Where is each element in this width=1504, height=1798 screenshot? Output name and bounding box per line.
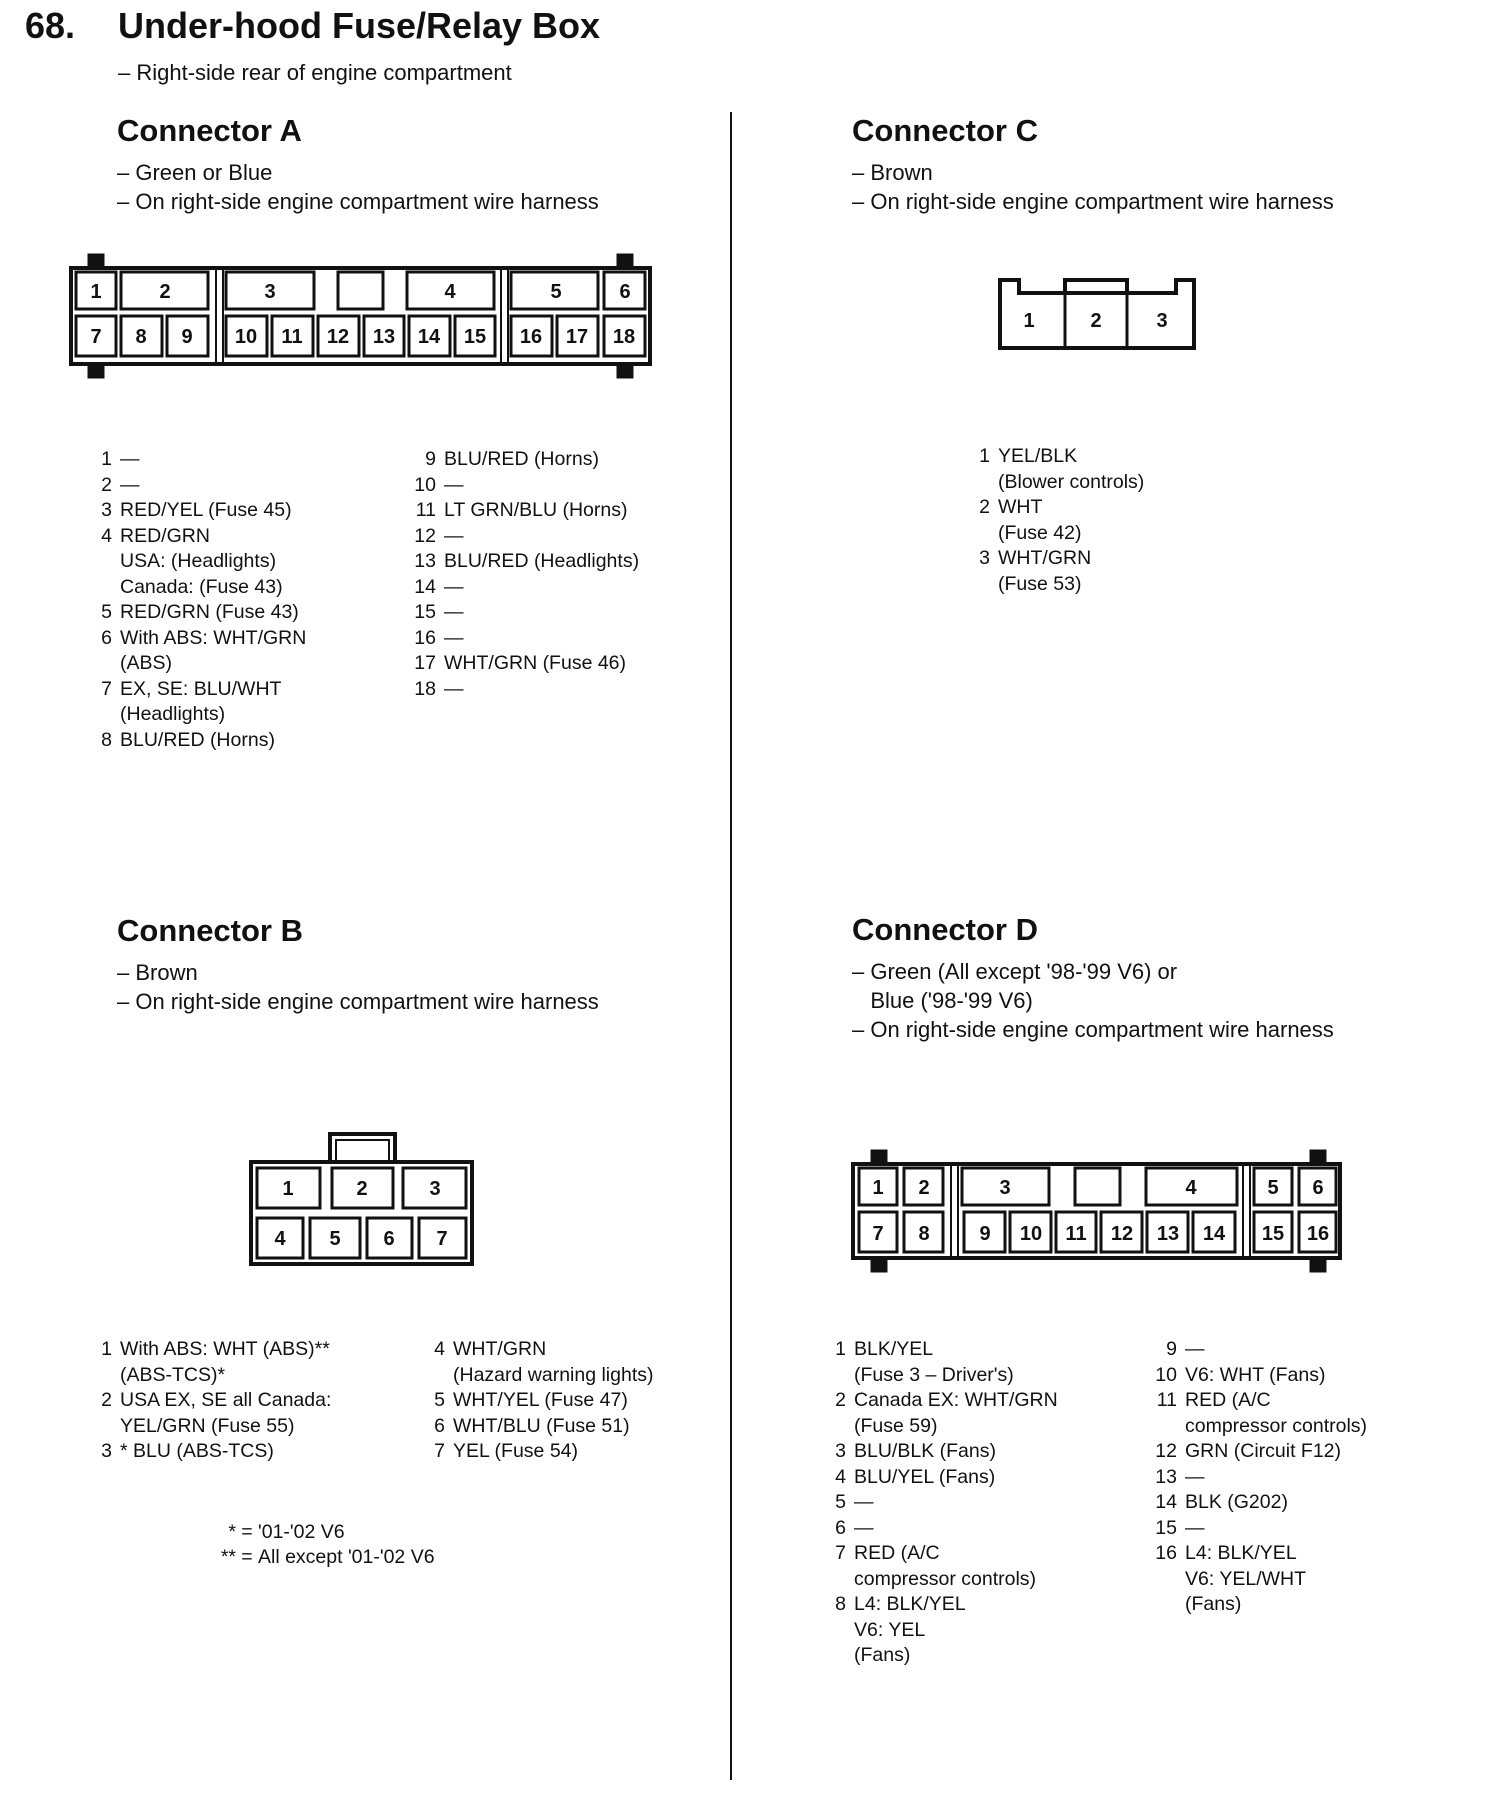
connector-a-cell-label: 14: [417, 326, 441, 348]
pin-description: BLU/RED (Horns): [120, 728, 275, 751]
connector-b-cell-label: 2: [356, 1178, 368, 1200]
pin-number: 12: [414, 524, 436, 547]
pin-description: V6: YEL/WHT: [1185, 1567, 1307, 1590]
pin-number: 11: [1156, 1389, 1177, 1411]
connector-d-cell-label: 13: [1156, 1223, 1180, 1245]
connector-a-cell-label: 16: [519, 326, 543, 348]
connector-a-cell-label: 12: [326, 326, 350, 348]
connector-a-cell-label: 1: [90, 281, 102, 303]
pin-description: V6: WHT (Fans): [1185, 1363, 1326, 1386]
connector-d-latch: [1311, 1258, 1325, 1271]
pin-description: USA EX, SE all Canada:: [120, 1389, 332, 1411]
pin-description: (Fuse 59): [854, 1414, 938, 1437]
pin-description: L4: BLK/YEL: [854, 1593, 966, 1615]
pin-description: EX, SE: BLU/WHT: [120, 677, 282, 700]
pin-description: —: [444, 473, 464, 496]
connector-c-cell-label: 1: [1023, 310, 1035, 332]
connector-b-key: [330, 1134, 395, 1162]
pin-description: —: [444, 677, 464, 700]
pin-description: With ABS: WHT (ABS)**: [120, 1338, 330, 1360]
pin-number: 12: [1155, 1440, 1177, 1462]
pin-description: USA: (Headlights): [120, 550, 277, 572]
pin-description: compressor controls): [1185, 1414, 1368, 1437]
pin-description: (ABS): [120, 652, 173, 674]
connector-d-cell-label: 5: [1267, 1177, 1279, 1199]
pin-description: GRN (Circuit F12): [1185, 1440, 1342, 1462]
pin-number: 7: [101, 677, 112, 700]
pin-number: 3: [979, 547, 990, 569]
pin-description: YEL/GRN (Fuse 55): [120, 1414, 295, 1437]
connector-d-desc-line: – Green (All except '98-'99 V6) or: [852, 959, 1178, 984]
connector-a-desc-line: – Green or Blue: [117, 160, 273, 185]
connector-a-cell-label: 9: [181, 326, 193, 348]
connector-b-cell-label: 6: [383, 1228, 395, 1250]
footnote-text: All except '01-'02 V6: [258, 1546, 435, 1568]
pin-description: With ABS: WHT/GRN: [120, 626, 307, 649]
connector-a-desc-line: – On right-side engine compartment wire harness: [117, 189, 599, 214]
pin-description: WHT/YEL (Fuse 47): [453, 1389, 628, 1411]
pin-description: WHT/GRN: [998, 547, 1092, 569]
connector-a-cell-label: 6: [619, 281, 631, 303]
pin-description: WHT/BLU (Fuse 51): [453, 1414, 630, 1437]
connector-d-latch: [872, 1258, 886, 1271]
pin-description: L4: BLK/YEL: [1185, 1542, 1297, 1564]
pin-description: —: [120, 473, 140, 496]
pin-description: —: [1185, 1516, 1205, 1539]
connector-d-cell-label: 11: [1065, 1223, 1087, 1245]
pin-description: —: [444, 601, 464, 623]
connector-d-cell-label: 7: [872, 1223, 884, 1245]
pin-description: (Fuse 53): [998, 572, 1082, 595]
pin-description: —: [854, 1491, 874, 1513]
connector-a-cell-label: 8: [135, 326, 147, 348]
pin-number: 18: [414, 677, 436, 700]
connector-a-cell-label: 2: [159, 281, 171, 303]
pin-description: WHT: [998, 496, 1043, 518]
connector-a-cell-label: 5: [550, 281, 562, 303]
connector-d-cell-label: 16: [1306, 1223, 1330, 1245]
pin-number: 5: [101, 601, 112, 623]
pin-number: 7: [835, 1542, 846, 1564]
pin-description: RED/GRN (Fuse 43): [120, 601, 299, 623]
pin-number: 11: [415, 499, 436, 521]
pin-number: 1: [101, 448, 112, 470]
connector-d-cell: [1075, 1168, 1120, 1205]
connector-a-cell-label: 11: [281, 326, 303, 348]
connector-a-cell-label: 18: [612, 326, 636, 348]
footnote-equals: =: [241, 1546, 253, 1568]
pin-number: 5: [835, 1491, 846, 1513]
connector-a-latch: [618, 364, 632, 377]
section-number: 68.: [25, 5, 76, 46]
connector-c-desc-line: – On right-side engine compartment wire harness: [852, 189, 1334, 214]
pin-number: 17: [414, 652, 436, 674]
pin-description: RED/GRN: [120, 524, 210, 547]
pin-description: BLU/RED (Headlights): [444, 550, 640, 572]
pin-number: 2: [835, 1389, 846, 1411]
connector-d-diagram: [853, 1151, 1340, 1271]
pin-number: 4: [101, 524, 112, 547]
pin-description: (Fuse 3 – Driver's): [854, 1363, 1014, 1386]
pin-description: —: [1185, 1465, 1205, 1488]
connector-d-cell-label: 12: [1110, 1223, 1134, 1245]
pin-number: 13: [1155, 1465, 1177, 1488]
pin-description: (Headlights): [120, 703, 226, 725]
pin-number: 16: [414, 626, 436, 649]
connector-a-cell-label: 7: [90, 326, 102, 348]
pin-description: RED/YEL (Fuse 45): [120, 499, 292, 521]
pin-description: (Fans): [854, 1644, 911, 1666]
connector-d-desc-line: – On right-side engine compartment wire harness: [852, 1017, 1334, 1042]
pin-number: 3: [835, 1440, 846, 1462]
pin-number: 3: [101, 1440, 112, 1462]
pin-number: 14: [414, 575, 436, 598]
connector-a-latch: [89, 255, 103, 268]
pin-number: 8: [101, 728, 112, 751]
connector-a-cell-label: 13: [372, 326, 396, 348]
connector-b-desc-line: – Brown: [117, 960, 198, 985]
connector-d-cell-label: 9: [979, 1223, 991, 1245]
pin-number: 13: [414, 550, 436, 572]
connector-d-cell-label: 4: [1185, 1177, 1197, 1199]
connector-d-cell-label: 3: [999, 1177, 1011, 1199]
connector-d-cell-label: 6: [1312, 1177, 1324, 1199]
pin-description: (Blower controls): [998, 470, 1145, 493]
pin-number: 2: [979, 496, 990, 518]
connector-a-title: Connector A: [117, 113, 302, 148]
connector-d-cell-label: 1: [872, 1177, 884, 1199]
pin-description: —: [444, 626, 464, 649]
pin-number: 15: [1155, 1516, 1177, 1539]
connector-d-cell-label: 10: [1019, 1223, 1043, 1245]
connector-d-latch: [1311, 1151, 1325, 1164]
connector-d-title: Connector D: [852, 912, 1038, 947]
page-title: Under-hood Fuse/Relay Box: [118, 5, 601, 46]
pin-description: —: [1185, 1338, 1205, 1360]
connector-b-cell-label: 5: [329, 1228, 341, 1250]
pin-description: (Hazard warning lights): [453, 1363, 654, 1386]
pin-number: 8: [835, 1593, 846, 1615]
pin-number: 3: [101, 499, 112, 521]
connector-d-desc-line: Blue ('98-'99 V6): [852, 988, 1033, 1013]
connector-a-diagram: [71, 255, 650, 377]
pin-description: (Fuse 42): [998, 521, 1082, 544]
connector-b-title: Connector B: [117, 913, 303, 948]
pin-description: Canada: (Fuse 43): [120, 575, 283, 598]
pin-number: 10: [414, 473, 436, 496]
footnote-mark: **: [220, 1546, 236, 1568]
connector-b-cell-label: 1: [282, 1178, 294, 1200]
connector-d-cell-label: 2: [918, 1177, 930, 1199]
connector-b-key-inner: [336, 1140, 389, 1162]
connector-a-latch: [89, 364, 103, 377]
pin-number: 6: [434, 1414, 445, 1437]
pin-number: 9: [1166, 1338, 1177, 1360]
pin-description: * BLU (ABS-TCS): [120, 1440, 274, 1462]
pin-number: 10: [1155, 1363, 1177, 1386]
pin-description: —: [120, 448, 140, 470]
page-subtitle: – Right-side rear of engine compartment: [118, 60, 512, 85]
connector-c-desc-line: – Brown: [852, 160, 933, 185]
pin-number: 1: [101, 1338, 112, 1360]
connector-c-labels: [1023, 310, 1167, 332]
pin-description: —: [444, 575, 464, 598]
pin-description: compressor controls): [854, 1567, 1037, 1590]
pin-description: YEL (Fuse 54): [453, 1440, 578, 1462]
pin-description: —: [854, 1516, 874, 1539]
connector-b-cell-label: 4: [274, 1228, 286, 1250]
pin-description: LT GRN/BLU (Horns): [444, 499, 628, 521]
pin-description: YEL/BLK: [998, 445, 1078, 467]
pin-description: Canada EX: WHT/GRN: [854, 1389, 1058, 1411]
pin-number: 15: [414, 601, 436, 623]
connector-a-cell-label: 4: [444, 281, 456, 303]
pin-description: BLK (G202): [1185, 1491, 1288, 1513]
connector-b-desc-line: – On right-side engine compartment wire harness: [117, 989, 599, 1014]
connector-a-cell: [338, 272, 383, 309]
connector-a-latch: [618, 255, 632, 268]
pin-description: BLK/YEL: [854, 1338, 934, 1360]
pin-number: 16: [1155, 1542, 1177, 1564]
pin-number: 6: [101, 626, 112, 649]
footnote-mark: *: [228, 1521, 236, 1543]
pin-description: (ABS-TCS)*: [120, 1363, 226, 1386]
pin-number: 2: [101, 1389, 112, 1411]
pin-description: RED (A/C: [1185, 1389, 1271, 1411]
pin-number: 14: [1155, 1491, 1177, 1513]
pin-description: (Fans): [1185, 1593, 1242, 1615]
pin-number: 1: [835, 1338, 846, 1360]
pin-description: V6: YEL: [854, 1618, 926, 1641]
pin-number: 6: [835, 1516, 846, 1539]
connector-d-latch: [872, 1151, 886, 1164]
connector-a-cell-label: 17: [565, 326, 589, 348]
connector-d-cell-label: 15: [1261, 1223, 1285, 1245]
footnote-equals: =: [241, 1521, 253, 1543]
connector-a-cell-label: 10: [234, 326, 258, 348]
pin-number: 4: [835, 1465, 846, 1488]
pin-description: WHT/GRN (Fuse 46): [444, 652, 627, 674]
pin-description: BLU/YEL (Fans): [854, 1465, 996, 1488]
pin-number: 5: [434, 1389, 445, 1411]
connector-a-cell-label: 15: [463, 326, 487, 348]
pin-number: 2: [101, 473, 112, 496]
pin-description: BLU/RED (Horns): [444, 448, 599, 470]
pin-description: RED (A/C: [854, 1542, 940, 1564]
connector-b-cell-label: 7: [436, 1228, 448, 1250]
footnote-text: '01-'02 V6: [258, 1521, 345, 1543]
connector-c-title: Connector C: [852, 113, 1038, 148]
pin-number: 4: [434, 1338, 445, 1360]
connector-c-cell-label: 2: [1090, 310, 1102, 332]
pin-description: WHT/GRN: [453, 1338, 547, 1360]
connector-d-cell-label: 8: [918, 1223, 930, 1245]
connector-b-cell-label: 3: [429, 1178, 441, 1200]
connector-d-cell-label: 14: [1202, 1223, 1226, 1245]
connector-a-cell-label: 3: [264, 281, 276, 303]
pin-description: BLU/BLK (Fans): [854, 1440, 996, 1462]
pin-number: 7: [434, 1440, 445, 1462]
pin-number: 1: [979, 445, 990, 467]
connector-c-cell-label: 3: [1156, 310, 1168, 332]
pin-description: —: [444, 524, 464, 547]
pin-number: 9: [425, 448, 436, 470]
